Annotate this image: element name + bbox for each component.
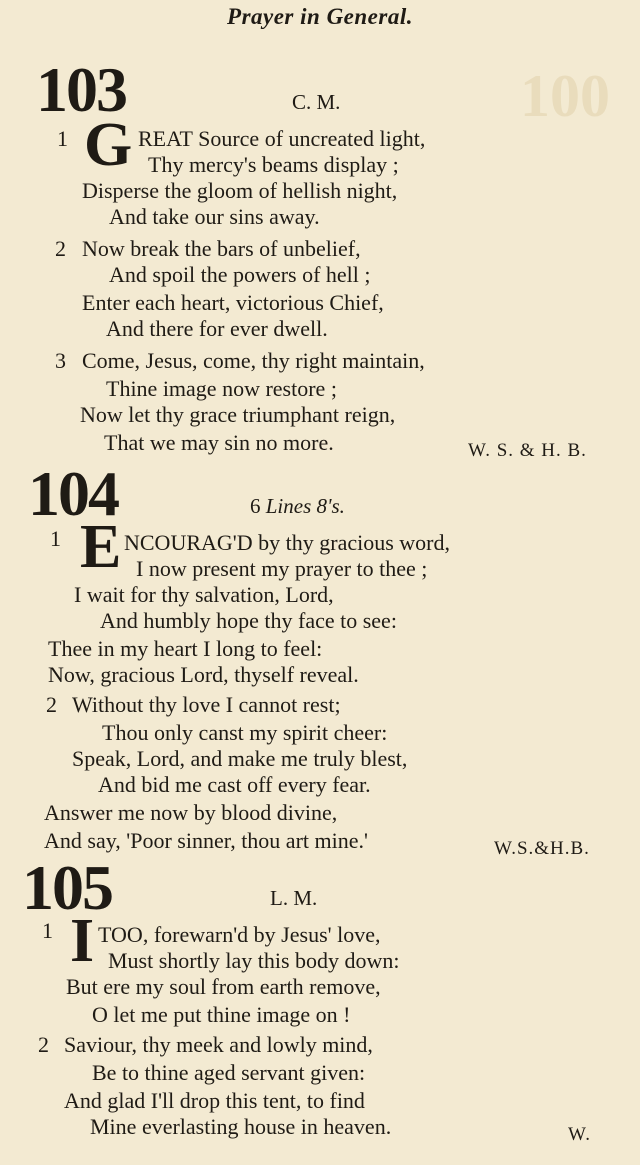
drop-cap: E bbox=[80, 513, 122, 581]
hymn-line: Now, gracious Lord, thyself reveal. bbox=[48, 662, 359, 687]
hymn-number: 104 bbox=[28, 458, 118, 529]
hymn-line: Thy mercy's beams display ; bbox=[148, 152, 399, 177]
hymn-line: Speak, Lord, and make me truly blest, bbox=[72, 746, 408, 771]
hymn-line: Without thy love I cannot rest; bbox=[72, 692, 341, 717]
hymn-line: Mine everlasting house in heaven. bbox=[90, 1114, 392, 1139]
author-attribution: W.S.&H.B. bbox=[494, 838, 590, 859]
hymn-line: And spoil the powers of hell ; bbox=[109, 262, 371, 287]
verse-number: 1 bbox=[42, 918, 53, 943]
hymn-number: 103 bbox=[36, 54, 126, 125]
hymn-line: TOO, forewarn'd by Jesus' love, bbox=[98, 922, 381, 947]
verse-number: 1 bbox=[50, 526, 61, 551]
hymn-line: Must shortly lay this body down: bbox=[108, 948, 400, 973]
verse-number: 2 bbox=[55, 236, 66, 261]
meter-text: Lines 8's. bbox=[265, 494, 345, 518]
hymn-line: I wait for thy salvation, Lord, bbox=[74, 582, 334, 607]
drop-cap: I bbox=[70, 907, 95, 975]
hymn-line: And glad I'll drop this tent, to find bbox=[64, 1088, 365, 1113]
hymn-line: I now present my prayer to thee ; bbox=[136, 556, 428, 581]
hymn-meter: C. M. bbox=[292, 90, 341, 114]
author-attribution: W. S. & H. B. bbox=[468, 440, 587, 461]
verse-number: 2 bbox=[38, 1032, 49, 1057]
hymn-line: O let me put thine image on ! bbox=[92, 1002, 351, 1027]
hymn-line: Now break the bars of unbelief, bbox=[82, 236, 361, 261]
hymn-line: Disperse the gloom of hellish night, bbox=[82, 178, 398, 203]
hymn-line: That we may sin no more. bbox=[104, 430, 334, 455]
hymn-line: And take our sins away. bbox=[109, 204, 320, 229]
bleed-through-mark: 100 bbox=[520, 63, 610, 129]
hymn-line: And there for ever dwell. bbox=[106, 316, 328, 341]
hymn-line: Answer me now by blood divine, bbox=[44, 800, 338, 825]
drop-cap: G bbox=[84, 111, 133, 179]
hymn-line: But ere my soul from earth remove, bbox=[66, 974, 381, 999]
hymn-line: Be to thine aged servant given: bbox=[92, 1060, 366, 1085]
verse-number: 2 bbox=[46, 692, 57, 717]
hymn-line: Come, Jesus, come, thy right maintain, bbox=[82, 348, 425, 373]
hymn-line: And say, 'Poor sinner, thou art mine.' bbox=[44, 828, 368, 853]
hymn-meter: L. M. bbox=[270, 886, 318, 910]
running-head: Prayer in General. bbox=[227, 4, 413, 29]
hymn-line: Thou only canst my spirit cheer: bbox=[102, 720, 388, 745]
verse-number: 1 bbox=[57, 126, 68, 151]
hymn-line: Saviour, thy meek and lowly mind, bbox=[64, 1032, 373, 1057]
verse-number: 3 bbox=[55, 348, 66, 373]
hymn-line: NCOURAG'D by thy gracious word, bbox=[124, 530, 450, 555]
hymn-line: And humbly hope thy face to see: bbox=[100, 608, 397, 633]
hymn-line: And bid me cast off every fear. bbox=[98, 772, 371, 797]
hymn-line: Thine image now restore ; bbox=[106, 376, 337, 401]
author-attribution: W. bbox=[568, 1124, 591, 1145]
hymn-number: 105 bbox=[22, 852, 112, 923]
hymn-line: Enter each heart, victorious Chief, bbox=[82, 290, 384, 315]
meter-lines-count: 6 bbox=[250, 494, 261, 518]
hymn-line: REAT Source of uncreated light, bbox=[138, 126, 426, 151]
hymn-line: Thee in my heart I long to feel: bbox=[48, 636, 323, 661]
hymn-line: Now let thy grace triumphant reign, bbox=[80, 402, 396, 427]
hymn-meter bbox=[250, 494, 345, 519]
